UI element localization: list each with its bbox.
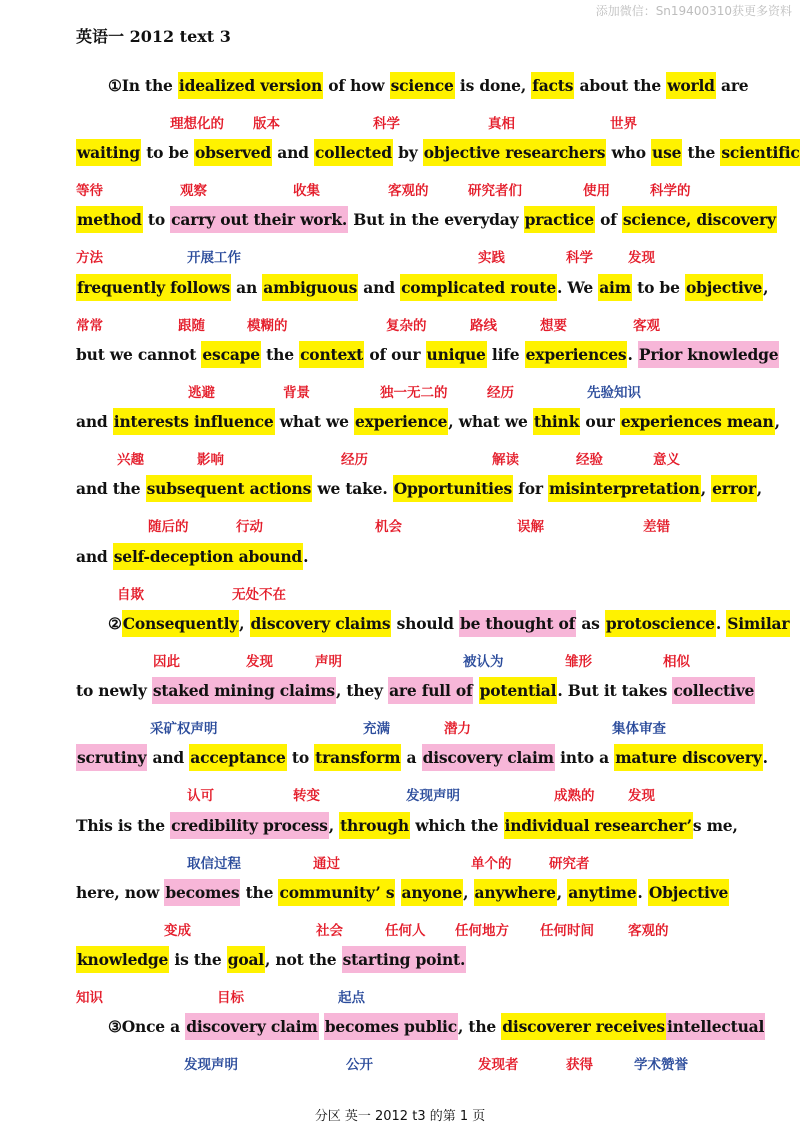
highlight-yellow: Opportunities — [393, 475, 513, 502]
text-segment: which the — [410, 816, 504, 835]
gloss-annotation: 起点 — [338, 990, 365, 1006]
gloss-row — [0, 314, 800, 334]
highlight-yellow: think — [533, 408, 580, 435]
text-segment: , — [463, 883, 474, 902]
gloss-annotation: 转变 — [293, 788, 320, 804]
gloss-annotation: 经历 — [341, 452, 368, 468]
gloss-annotation: 发现声明 — [406, 788, 460, 804]
gloss-annotation: 世界 — [610, 116, 637, 132]
text-segment: ③Once a — [108, 1017, 186, 1036]
text-segment: for — [513, 479, 548, 498]
text-segment: of — [594, 210, 622, 229]
gloss-row — [0, 381, 800, 401]
text-segment: and — [272, 143, 315, 162]
gloss-annotation: 认可 — [187, 788, 214, 804]
text-line — [76, 681, 755, 700]
highlight-pink: starting point. — [342, 946, 467, 973]
text-segment: to be — [631, 278, 685, 297]
highlight-yellow: scientific — [720, 139, 800, 166]
text-segment — [319, 1013, 324, 1040]
text-line — [76, 547, 736, 566]
gloss-annotation: 发现者 — [478, 1057, 519, 1073]
gloss-annotation: 真相 — [488, 116, 515, 132]
gloss-annotation: 复杂的 — [386, 318, 427, 334]
gloss-annotation: 客观的 — [628, 923, 669, 939]
gloss-annotation: 声明 — [315, 654, 342, 670]
highlight-pink: becomes public — [324, 1013, 458, 1040]
text-segment — [473, 677, 478, 704]
highlight-yellow: aim — [598, 274, 632, 301]
text-segment: to be — [141, 143, 195, 162]
gloss-annotation: 常常 — [76, 318, 103, 334]
text-segment: what we — [274, 412, 354, 431]
text-segment: to — [286, 748, 315, 767]
gloss-annotation: 知识 — [76, 990, 103, 1006]
highlight-yellow: idealized version — [178, 72, 323, 99]
gloss-annotation: 发现声明 — [184, 1057, 238, 1073]
text-segment: . We — [557, 278, 599, 297]
highlight-yellow: complicated route — [400, 274, 557, 301]
gloss-annotation: 通过 — [313, 856, 340, 872]
gloss-annotation: 客观的 — [388, 183, 429, 199]
highlight-pink: staked mining claims — [152, 677, 336, 704]
highlight-yellow: community’ s — [278, 879, 395, 906]
text-segment: a — [401, 748, 422, 767]
gloss-annotation: 解读 — [492, 452, 519, 468]
highlight-yellow: experiences mean — [620, 408, 775, 435]
gloss-row — [0, 784, 800, 804]
gloss-annotation: 发现 — [628, 250, 655, 266]
gloss-annotation: 客观 — [633, 318, 660, 334]
highlight-yellow: science — [390, 72, 455, 99]
text-segment: here, now — [76, 883, 165, 902]
gloss-annotation: 跟随 — [178, 318, 205, 334]
text-segment: and — [147, 748, 190, 767]
gloss-annotation: 充满 — [363, 721, 390, 737]
gloss-annotation: 发现 — [628, 788, 655, 804]
gloss-annotation: 发现 — [246, 654, 273, 670]
gloss-annotation: 单个的 — [471, 856, 512, 872]
text-segment: the — [240, 883, 279, 902]
text-segment: s me, — [692, 816, 738, 835]
gloss-annotation: 等待 — [76, 183, 103, 199]
highlight-yellow: anyone — [401, 879, 464, 906]
highlight-yellow: through — [339, 812, 410, 839]
highlight-yellow: Consequently — [122, 610, 239, 637]
gloss-annotation: 获得 — [566, 1057, 593, 1073]
gloss-annotation: 路线 — [470, 318, 497, 334]
text-segment: our — [580, 412, 620, 431]
gloss-annotation: 研究者 — [549, 856, 590, 872]
text-segment: of our — [364, 345, 426, 364]
text-segment: to newly — [76, 681, 152, 700]
gloss-annotation: 社会 — [316, 923, 343, 939]
text-line — [76, 883, 736, 902]
text-segment: of how — [323, 76, 390, 95]
watermark: 添加微信：Sn19400310获更多资料 — [595, 4, 792, 18]
highlight-yellow: transform — [314, 744, 401, 771]
text-segment: , — [763, 278, 769, 297]
highlight-yellow: subsequent actions — [146, 475, 312, 502]
gloss-row — [0, 717, 800, 737]
gloss-annotation: 机会 — [375, 519, 402, 535]
highlight-yellow: Objective — [648, 879, 729, 906]
gloss-annotation: 误解 — [517, 519, 544, 535]
highlight-pink: scrutiny — [76, 744, 147, 771]
text-segment: are — [715, 76, 749, 95]
text-line — [76, 345, 779, 364]
highlight-yellow: context — [299, 341, 364, 368]
highlight-yellow: error — [711, 475, 757, 502]
text-segment — [395, 879, 400, 906]
highlight-yellow: frequently follows — [76, 274, 231, 301]
gloss-annotation: 公开 — [346, 1057, 373, 1073]
gloss-annotation: 任何地方 — [455, 923, 509, 939]
gloss-annotation: 雏形 — [565, 654, 592, 670]
gloss-annotation: 差错 — [643, 519, 670, 535]
highlight-yellow: collected — [314, 139, 393, 166]
text-segment: and — [76, 547, 113, 566]
text-segment: ①In the — [108, 76, 178, 95]
text-segment: into a — [554, 748, 615, 767]
gloss-annotation: 意义 — [653, 452, 680, 468]
text-line — [76, 278, 769, 297]
text-segment: an — [230, 278, 263, 297]
highlight-yellow: individual researcher’ — [504, 812, 693, 839]
highlight-yellow: anytime — [567, 879, 637, 906]
highlight-yellow: acceptance — [189, 744, 286, 771]
gloss-annotation: 模糊的 — [247, 318, 288, 334]
gloss-annotation: 成熟的 — [554, 788, 595, 804]
text-segment: we take. — [312, 479, 393, 498]
gloss-annotation: 兴趣 — [117, 452, 144, 468]
text-line — [108, 76, 768, 95]
highlight-pink: intellectual — [666, 1013, 765, 1040]
gloss-annotation: 随后的 — [148, 519, 189, 535]
highlight-yellow: world — [666, 72, 716, 99]
highlight-yellow: facts — [531, 72, 574, 99]
text-segment: ② — [108, 614, 122, 633]
gloss-annotation: 行动 — [236, 519, 263, 535]
text-segment: . But it takes — [557, 681, 673, 700]
highlight-yellow: science, discovery — [622, 206, 777, 233]
text-segment: . — [303, 547, 309, 566]
highlight-yellow: goal — [227, 946, 265, 973]
text-segment: But in the everyday — [348, 210, 524, 229]
gloss-annotation: 版本 — [253, 116, 280, 132]
highlight-yellow: use — [651, 139, 682, 166]
highlight-yellow: waiting — [76, 139, 141, 166]
text-line — [76, 950, 736, 969]
highlight-pink: collective — [672, 677, 755, 704]
text-segment: , — [756, 479, 762, 498]
gloss-annotation: 研究者们 — [468, 183, 522, 199]
gloss-annotation: 集体审查 — [612, 721, 666, 737]
text-line — [76, 748, 768, 767]
gloss-row — [0, 515, 800, 535]
gloss-annotation: 学术赞誉 — [634, 1057, 688, 1073]
gloss-annotation: 逃避 — [188, 385, 215, 401]
highlight-yellow: observed — [194, 139, 272, 166]
page-title: 英语一 2012 text 3 — [76, 27, 231, 46]
gloss-row — [0, 852, 800, 872]
gloss-row — [0, 448, 800, 468]
highlight-yellow: mature discovery — [614, 744, 762, 771]
text-segment: to — [142, 210, 171, 229]
gloss-annotation: 被认为 — [463, 654, 504, 670]
highlight-yellow: potential — [479, 677, 558, 704]
gloss-annotation: 科学 — [373, 116, 400, 132]
gloss-annotation: 经验 — [576, 452, 603, 468]
gloss-annotation: 先验知识 — [587, 385, 641, 401]
gloss-annotation: 目标 — [217, 990, 244, 1006]
highlight-yellow: interests influence — [113, 408, 275, 435]
gloss-annotation: 潜力 — [444, 721, 471, 737]
highlight-yellow: self-deception abound — [113, 543, 303, 570]
text-segment: life — [486, 345, 525, 364]
gloss-annotation: 无处不在 — [232, 587, 286, 603]
highlight-pink: Prior knowledge — [638, 341, 780, 368]
text-segment: . — [762, 748, 768, 767]
text-segment: , — [556, 883, 568, 902]
text-line — [76, 412, 780, 431]
gloss-annotation: 收集 — [293, 183, 320, 199]
gloss-row — [0, 246, 800, 266]
text-segment: . — [637, 883, 648, 902]
gloss-annotation: 实践 — [478, 250, 505, 266]
text-line — [76, 479, 762, 498]
text-segment: is the — [169, 950, 227, 969]
gloss-annotation: 任何人 — [385, 923, 426, 939]
text-segment: , — [774, 412, 780, 431]
highlight-yellow: protoscience — [605, 610, 716, 637]
gloss-annotation: 想要 — [540, 318, 567, 334]
highlight-yellow: Similar — [726, 610, 790, 637]
text-segment: the — [682, 143, 721, 162]
highlight-yellow: discoverer receives — [501, 1013, 666, 1040]
gloss-annotation: 使用 — [583, 183, 610, 199]
text-line — [108, 1017, 768, 1036]
gloss-row — [0, 112, 800, 132]
highlight-pink: be thought of — [459, 610, 576, 637]
gloss-annotation: 背景 — [283, 385, 310, 401]
text-line — [108, 614, 790, 633]
highlight-yellow: experiences — [525, 341, 628, 368]
gloss-annotation: 采矿权声明 — [150, 721, 218, 737]
highlight-yellow: experience — [354, 408, 448, 435]
text-segment: , — [328, 816, 340, 835]
text-segment: . — [715, 614, 727, 633]
text-segment: , they — [335, 681, 389, 700]
gloss-annotation: 观察 — [180, 183, 207, 199]
text-segment: . — [627, 345, 638, 364]
text-segment: This is the — [76, 816, 171, 835]
gloss-annotation: 独一无二的 — [380, 385, 448, 401]
text-segment: who — [606, 143, 652, 162]
gloss-annotation: 任何时间 — [540, 923, 594, 939]
text-segment: the — [260, 345, 300, 364]
gloss-annotation: 科学 — [566, 250, 593, 266]
highlight-yellow: escape — [201, 341, 261, 368]
text-segment: , not the — [265, 950, 342, 969]
highlight-yellow: anywhere — [474, 879, 557, 906]
text-line — [76, 143, 800, 162]
gloss-row — [0, 650, 800, 670]
gloss-annotation: 开展工作 — [187, 250, 241, 266]
highlight-yellow: unique — [426, 341, 487, 368]
text-segment: as — [576, 614, 605, 633]
highlight-yellow: misinterpretation — [548, 475, 701, 502]
text-segment: , the — [457, 1017, 502, 1036]
text-segment: , — [239, 614, 250, 633]
gloss-row — [0, 179, 800, 199]
gloss-annotation: 取信过程 — [187, 856, 241, 872]
gloss-annotation: 相似 — [663, 654, 690, 670]
highlight-pink: credibility process — [170, 812, 329, 839]
highlight-yellow: ambiguous — [262, 274, 358, 301]
highlight-pink: discovery claim — [185, 1013, 318, 1040]
text-segment: and — [76, 412, 113, 431]
text-segment: and — [358, 278, 401, 297]
highlight-pink: are full of — [388, 677, 473, 704]
gloss-row — [0, 986, 800, 1006]
highlight-yellow: discovery claims — [250, 610, 392, 637]
gloss-annotation: 因此 — [153, 654, 180, 670]
text-segment: , what we — [448, 412, 533, 431]
gloss-annotation: 影响 — [197, 452, 224, 468]
text-segment: by — [392, 143, 423, 162]
text-segment: , — [700, 479, 712, 498]
gloss-annotation: 方法 — [76, 250, 103, 266]
gloss-annotation: 变成 — [164, 923, 191, 939]
highlight-yellow: practice — [524, 206, 595, 233]
page-footer: 分区 英一 2012 t3 的第 1 页 — [314, 1109, 486, 1124]
highlight-pink: discovery claim — [422, 744, 555, 771]
highlight-pink: becomes — [164, 879, 240, 906]
text-line — [76, 210, 776, 229]
gloss-row — [0, 583, 800, 603]
gloss-row — [0, 1053, 800, 1073]
highlight-yellow: knowledge — [76, 946, 169, 973]
gloss-annotation: 经历 — [487, 385, 514, 401]
text-segment: but we cannot — [76, 345, 202, 364]
gloss-row — [0, 919, 800, 939]
text-line — [76, 816, 736, 835]
gloss-annotation: 科学的 — [650, 183, 691, 199]
gloss-annotation: 自欺 — [117, 587, 144, 603]
gloss-annotation: 理想化的 — [170, 116, 224, 132]
highlight-yellow: method — [76, 206, 143, 233]
text-segment: should — [391, 614, 459, 633]
highlight-pink: carry out their work. — [170, 206, 348, 233]
text-segment: about the — [574, 76, 667, 95]
highlight-yellow: objective — [685, 274, 763, 301]
highlight-yellow: objective researchers — [423, 139, 606, 166]
text-segment: is done, — [454, 76, 532, 95]
text-segment: and the — [76, 479, 146, 498]
